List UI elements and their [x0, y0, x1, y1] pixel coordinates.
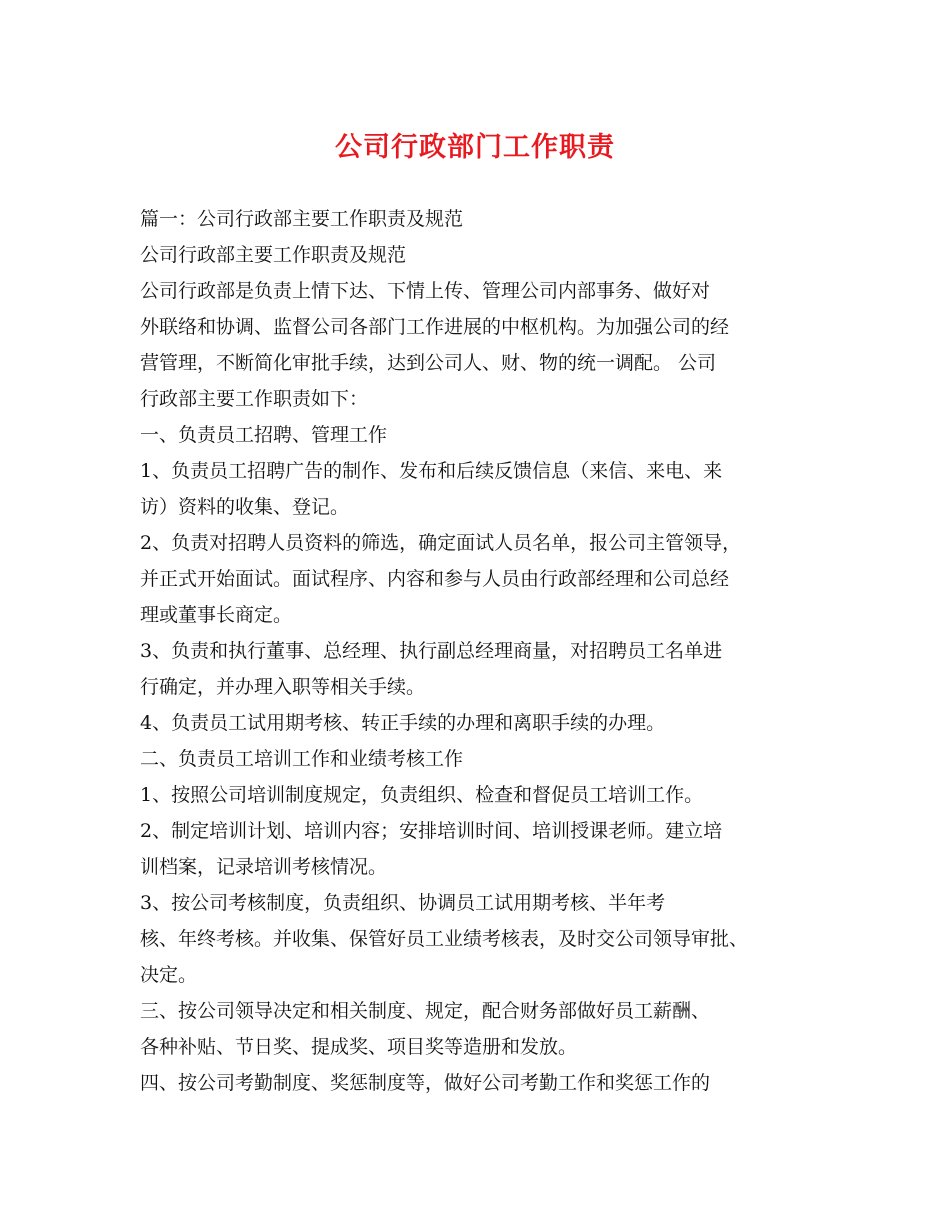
body-line: 3、负责和执行董事、总经理、执行副总经理商量，对招聘员工名单进 — [140, 640, 723, 662]
body-line: 2、负责对招聘人员资料的筛选，确定面试人员名单，报公司主管领导， — [140, 532, 742, 554]
body-line: 并正式开始面试。面试程序、内容和参与人员由行政部经理和公司总经 — [140, 568, 730, 590]
body-line: 各种补贴、节日奖、提成奖、项目奖等造册和发放。 — [140, 1036, 578, 1058]
body-line: 1、负责员工招聘广告的制作、发布和后续反馈信息（来信、来电、来 — [140, 460, 723, 482]
body-line: 3、按公司考核制度，负责组织、协调员工试用期考核、半年考 — [140, 892, 666, 914]
body-line: 外联络和协调、监督公司各部门工作进展的中枢机构。为加强公司的经 — [140, 316, 730, 338]
body-line: 行确定，并办理入职等相关手续。 — [140, 676, 426, 698]
body-line: 行政部主要工作职责如下： — [140, 388, 369, 410]
body-line: 训档案，记录培训考核情况。 — [140, 856, 388, 878]
body-line: 公司行政部是负责上情下达、下情上传、管理公司内部事务、做好对 — [140, 280, 711, 302]
body-line: 篇一：公司行政部主要工作职责及规范 — [140, 208, 464, 230]
body-line: 理或董事长商定。 — [140, 604, 293, 626]
body-line: 四、按公司考勤制度、奖惩制度等，做好公司考勤工作和奖惩工作的 — [140, 1072, 711, 1094]
body-line: 访）资料的收集、登记。 — [140, 496, 350, 518]
body-line: 1、按照公司培训制度规定，负责组织、检查和督促员工培训工作。 — [140, 784, 704, 806]
document-body — [140, 201, 830, 1101]
body-line: 4、负责员工试用期考核、转正手续的办理和离职手续的办理。 — [140, 712, 666, 734]
body-line: 决定。 — [140, 964, 198, 986]
body-line: 2、制定培训计划、培训内容；安排培训时间、培训授课老师。建立培 — [140, 820, 723, 842]
body-line: 营管理，不断简化审批手续，达到公司人、财、物的统一调配。 公司 — [140, 352, 717, 374]
body-line: 二、负责员工培训工作和业绩考核工作 — [140, 748, 464, 770]
body-line: 三、按公司领导决定和相关制度、规定，配合财务部做好员工薪酬、 — [140, 1000, 711, 1022]
body-line: 一、负责员工招聘、管理工作 — [140, 424, 388, 446]
body-line: 公司行政部主要工作职责及规范 — [140, 244, 407, 266]
body-line: 核、年终考核。并收集、保管好员工业绩考核表，及时交公司领导审批、 — [140, 928, 749, 950]
document-title: 公司行政部门工作职责 — [335, 132, 615, 163]
